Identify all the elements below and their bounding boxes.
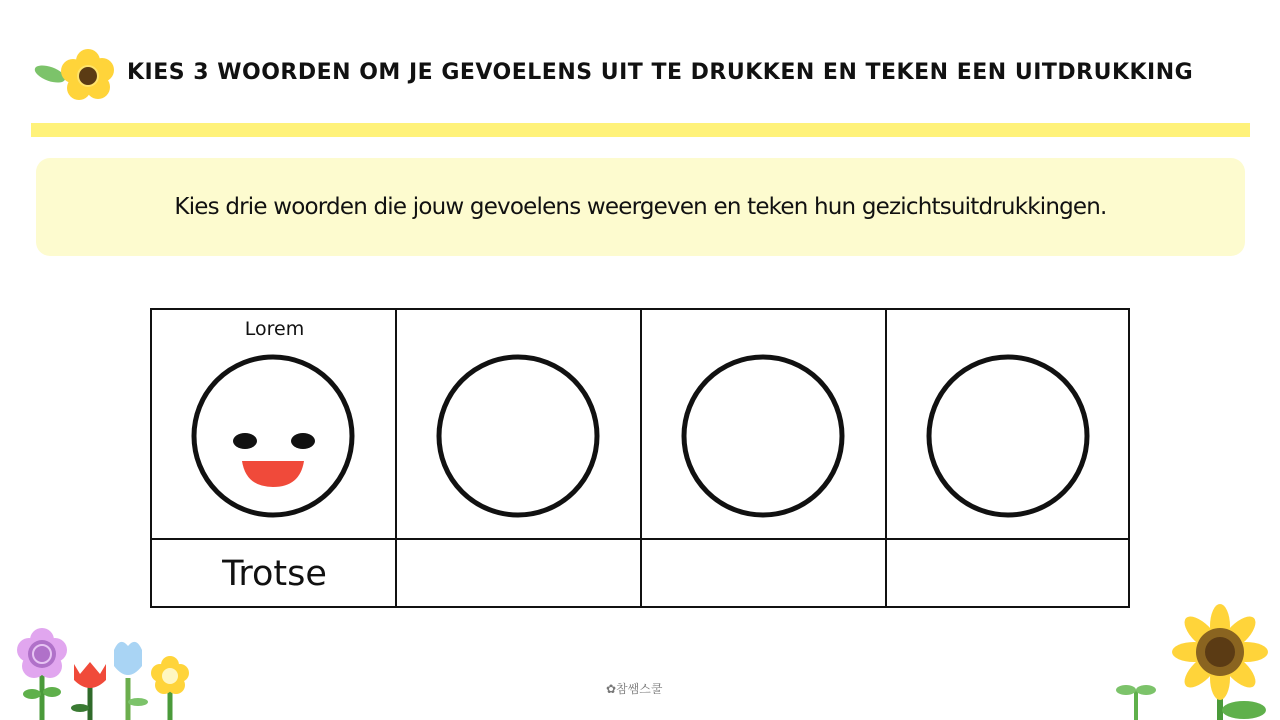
face-cell-1[interactable] [152, 310, 397, 538]
face-cell-3[interactable] [642, 310, 887, 538]
title-row [32, 44, 1252, 108]
face-cell-4[interactable] [887, 310, 1132, 538]
empty-face-circle [925, 353, 1091, 519]
brand-logo: ✿참쌤스쿨 [606, 682, 663, 696]
sunflower-decoration-icon [1108, 602, 1280, 720]
sunflower-icon [32, 44, 122, 108]
word-cell-3[interactable] [642, 540, 887, 608]
feeling-word: Trotse [222, 554, 327, 594]
happy-face-icon [190, 353, 356, 519]
cell-label: Lorem [244, 318, 305, 340]
empty-face-circle [680, 353, 846, 519]
title-underline [31, 123, 1250, 137]
word-cell-4[interactable] [887, 540, 1132, 608]
instruction-text: Kies drie woorden die jouw gevoelens weergeven en teken hun gezichtsuitdrukkingen. [174, 194, 1107, 220]
word-cell-1[interactable] [152, 540, 397, 608]
feelings-grid [150, 308, 1130, 608]
empty-face-circle [435, 353, 601, 519]
face-cell-2[interactable] [397, 310, 642, 538]
page-title: KIES 3 WOORDEN OM JE GEVOELENS UIT TE DRUKKEN EN TEKEN EEN UITDRUKKING [127, 60, 1194, 85]
flowers-decoration-icon [10, 622, 200, 720]
word-cell-2[interactable] [397, 540, 642, 608]
instruction-box [36, 158, 1245, 256]
